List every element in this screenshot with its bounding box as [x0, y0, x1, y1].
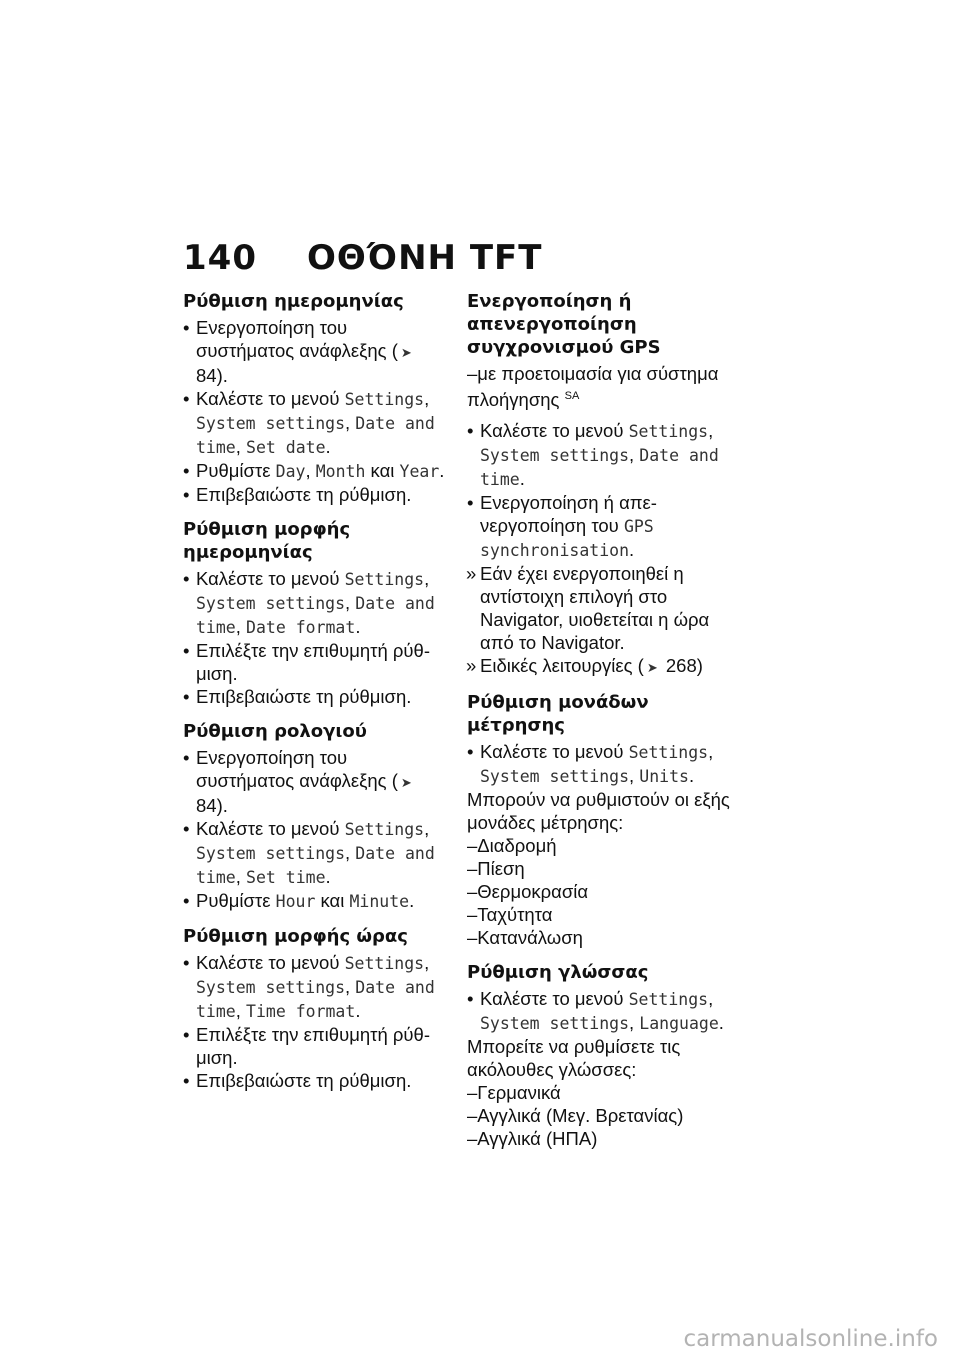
page-header — [183, 238, 542, 278]
list-item: – Αγγλικά (ΗΠΑ) — [467, 1127, 732, 1150]
menu-item: Language — [639, 1014, 719, 1034]
right-column — [467, 290, 732, 1150]
menu-item: Minute — [349, 892, 410, 911]
menu-item: System settings — [480, 767, 630, 787]
page-ref: 268) — [660, 655, 703, 677]
menu-item: Set date — [246, 438, 326, 457]
step-text: και — [365, 460, 400, 481]
step: • Επιλέξτε την επιθυμητή ρύθ-μιση. — [183, 1023, 448, 1069]
menu-item: Day — [275, 462, 306, 481]
step — [183, 316, 448, 387]
step-text: Ενεργοποίηση του συστήματος ανάφλεξης ( — [196, 317, 398, 361]
menu-item: Set time — [246, 868, 326, 887]
menu-item: Date and time — [196, 594, 435, 637]
list-item: – Ταχύτητα — [467, 903, 732, 926]
menu-item: GPS synchronisation — [480, 517, 654, 561]
section-title-units: Ρύθμιση μονάδων μέτρησης — [467, 692, 649, 737]
section-title-language: Ρύθμιση γλώσσας — [467, 962, 649, 984]
menu-item: Units — [639, 767, 689, 787]
step-text: Καλέστε το μενού — [480, 741, 629, 763]
section-title-clock: Ρύθμιση ρολογιού — [183, 721, 367, 742]
section-title-date-format: Ρύθμιση μορφής ημερομηνίας — [183, 519, 351, 563]
step: • Καλέστε το μενού Settings, System settings, Date and time, Date format. — [183, 567, 448, 639]
menu-item: System settings — [196, 414, 346, 433]
menu-item: Time format — [246, 1002, 356, 1021]
menu-item: Date format — [246, 618, 356, 637]
condition-text: με προετοιμασία για σύστημα πλοήγησης — [467, 363, 719, 411]
step: • Επιλέξτε την επιθυμητή ρύθ-μιση. — [183, 639, 448, 685]
step-text: Καλέστε το μενού — [196, 818, 345, 839]
step-text: Ενεργοποίηση ή απε-νεργοποίηση του — [480, 492, 657, 537]
step-text: και — [315, 890, 350, 911]
step-text: Καλέστε το μενού — [480, 988, 629, 1010]
chapter-title: ΟΘΌΝΗ TFT — [306, 238, 543, 278]
step: • Καλέστε το μενού Settings, System settings, Date and time, Time format. — [183, 951, 448, 1023]
arrow-right-icon: ➤ — [400, 775, 412, 790]
menu-item: Hour — [275, 892, 316, 911]
step: • Καλέστε το μενού Settings, System settings, Language. — [467, 987, 732, 1035]
list-item: – Πίεση — [467, 857, 732, 880]
menu-item: Date and time — [480, 446, 719, 490]
left-column — [183, 290, 448, 1092]
menu-item: System settings — [196, 844, 346, 863]
menu-item: Month — [315, 462, 366, 481]
section-title-time-format: Ρύθμιση μορφής ώρας — [183, 926, 408, 947]
step-text: Καλέστε το μενού — [480, 420, 629, 442]
menu-item: Date and time — [196, 844, 435, 887]
list-item: – Διαδρομή — [467, 834, 732, 857]
step: • Ρυθμίστε Hour και Minute. — [183, 889, 448, 913]
step: • Καλέστε το μενού Settings, System settings, Date and time, Set date. — [183, 387, 448, 459]
section-title-date: Ρύθμιση ημερομηνίας — [183, 291, 404, 312]
menu-item: Settings — [628, 422, 709, 442]
sa-marker: SA — [564, 390, 580, 402]
result — [467, 654, 732, 679]
step-text: Ρυθμίστε — [196, 890, 276, 911]
page-ref: 84). — [196, 795, 228, 816]
step: • Επιβεβαιώστε τη ρύθμιση. — [183, 1069, 448, 1092]
step-text: Ρυθμίστε — [196, 460, 276, 481]
menu-item: Date and time — [196, 978, 435, 1021]
menu-item: System settings — [196, 978, 346, 997]
menu-item: System settings — [480, 446, 630, 466]
result: » Εάν έχει ενεργοποιηθεί η αντίστοιχη επιλογή στο Navigator, υιοθετείται η ώρα από το Navigator. — [467, 562, 732, 654]
section-title-gps: Ενεργοποίηση ή απενεργοποίηση συγχρονισμού GPS — [467, 291, 661, 358]
watermark: carmanualsonline.info — [683, 1326, 938, 1352]
menu-item: System settings — [480, 1014, 630, 1034]
menu-item: Settings — [628, 743, 709, 763]
menu-item: Settings — [344, 570, 425, 589]
condition — [467, 362, 732, 411]
menu-item: Settings — [344, 390, 425, 409]
step: • Επιβεβαιώστε τη ρύθμιση. — [183, 685, 448, 708]
step — [183, 746, 448, 817]
step: • Επιβεβαιώστε τη ρύθμιση. — [183, 483, 448, 506]
paragraph: Μπορείτε να ρυθμίσετε τις ακόλουθες γλώσσες: — [467, 1036, 681, 1081]
menu-item: System settings — [196, 594, 346, 613]
list-item: – Θερμοκρασία — [467, 880, 732, 903]
step-text: Καλέστε το μενού — [196, 952, 345, 973]
step: • Ενεργοποίηση ή απε-νεργοποίηση του GPS synchronisation. — [467, 491, 732, 562]
step-text: Καλέστε το μενού — [196, 568, 345, 589]
arrow-right-icon: ➤ — [400, 345, 412, 360]
step: • Ρυθμίστε Day, Month και Year. — [183, 459, 448, 483]
menu-item: Settings — [628, 990, 709, 1010]
page-number: 140 — [183, 238, 257, 278]
step: • Καλέστε το μενού Settings, System settings, Date and time. — [467, 419, 732, 491]
menu-item: Year — [399, 462, 440, 481]
list-item: – Αγγλικά (Μεγ. Βρετανίας) — [467, 1104, 732, 1127]
list-item: – Γερμανικά — [467, 1081, 732, 1104]
paragraph: Μπορούν να ρυθμιστούν οι εξής μονάδες μέτρησης: — [467, 789, 730, 834]
step: • Καλέστε το μενού Settings, System settings, Date and time, Set time. — [183, 817, 448, 889]
menu-item: Settings — [344, 954, 425, 973]
step-text: Καλέστε το μενού — [196, 388, 345, 409]
menu-item: Date and time — [196, 414, 435, 457]
step: • Καλέστε το μενού Settings, System settings, Units. — [467, 740, 732, 788]
list-item: – Κατανάλωση — [467, 926, 732, 949]
page-ref: 84). — [196, 365, 228, 386]
arrow-right-icon: ➤ — [646, 660, 658, 676]
result-text: Ειδικές λειτουργίες ( — [480, 655, 644, 677]
menu-item: Settings — [344, 820, 425, 839]
step-text: Ενεργοποίηση του συστήματος ανάφλεξης ( — [196, 747, 398, 791]
